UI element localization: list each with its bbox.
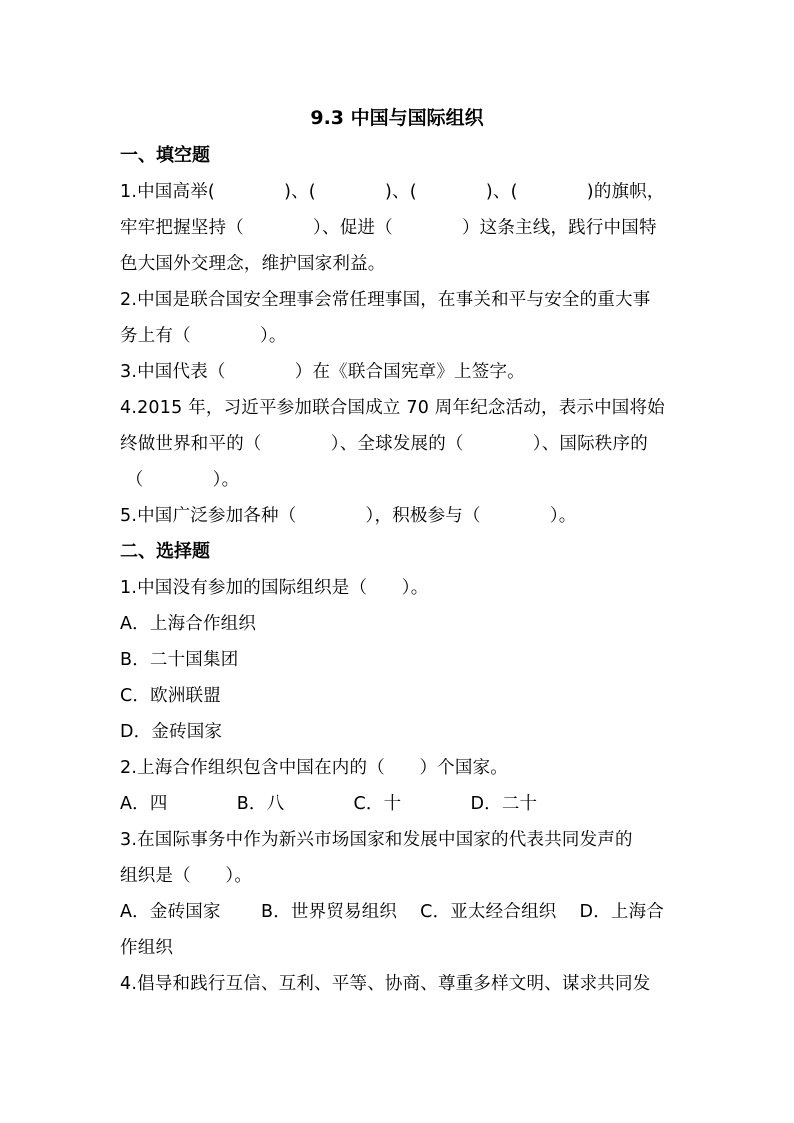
fill-blank-q3: 3.中国代表（ ）在《联合国宪章》上签字。 <box>120 362 525 382</box>
choice-q3-stem-line2: 组织是（ ）。 <box>120 866 253 886</box>
choice-q2-options: A．四 B．八 C．十 D．二十 <box>120 794 538 814</box>
fill-blank-q5: 5.中国广泛参加各种（ ），积极参与（ ）。 <box>120 506 577 526</box>
choice-q1-option-c: C．欧洲联盟 <box>120 686 221 706</box>
section-heading-fill-blank: 一、填空题 <box>120 145 210 166</box>
fill-blank-q2-line2: 务上有（ ）。 <box>120 326 287 346</box>
choice-q1-option-d: D．金砖国家 <box>120 722 223 742</box>
page-title: 9.3 中国与国际组织 <box>310 107 484 129</box>
choice-q1-stem: 1.中国没有参加的国际组织是（ ）。 <box>120 578 429 598</box>
choice-q2-stem: 2.上海合作组织包含中国在内的（ ）个国家。 <box>120 758 508 778</box>
fill-blank-q1-line2: 牢牢把握坚持（ ）、促进（ ）这条主线，践行中国特 <box>120 218 657 238</box>
fill-blank-q4-line2: 终做世界和平的（ ）、全球发展的（ ）、国际秩序的 <box>120 434 648 454</box>
fill-blank-q4-line1: 4.2015 年，习近平参加联合国成立 70 周年纪念活动，表示中国将始 <box>120 398 665 418</box>
choice-q1-option-b: B．二十国集团 <box>120 650 239 670</box>
fill-blank-q2-line1: 2.中国是联合国安全理事会常任理事国，在事关和平与安全的重大事 <box>120 290 651 310</box>
fill-blank-q1-line1: 1.中国高举( )、( )、( )、( )的旗帜， <box>120 182 665 202</box>
fill-blank-q1-line3: 色大国外交理念，维护国家利益。 <box>120 254 386 274</box>
choice-q3-options-line1: A．金砖国家 B．世界贸易组织 C．亚太经合组织 D．上海合 <box>120 902 665 922</box>
choice-q3-stem-line1: 3.在国际事务中作为新兴市场国家和发展中国家的代表共同发声的 <box>120 830 633 850</box>
section-heading-multiple-choice: 二、选择题 <box>120 541 210 562</box>
choice-q4-stem-line1: 4.倡导和践行互信、互利、平等、协商、尊重多样文明、谋求共同发 <box>120 974 651 994</box>
fill-blank-q4-line3: （ ）。 <box>120 470 240 490</box>
choice-q1-option-a: A．上海合作组织 <box>120 614 257 634</box>
choice-q3-options-line2: 作组织 <box>120 938 174 958</box>
